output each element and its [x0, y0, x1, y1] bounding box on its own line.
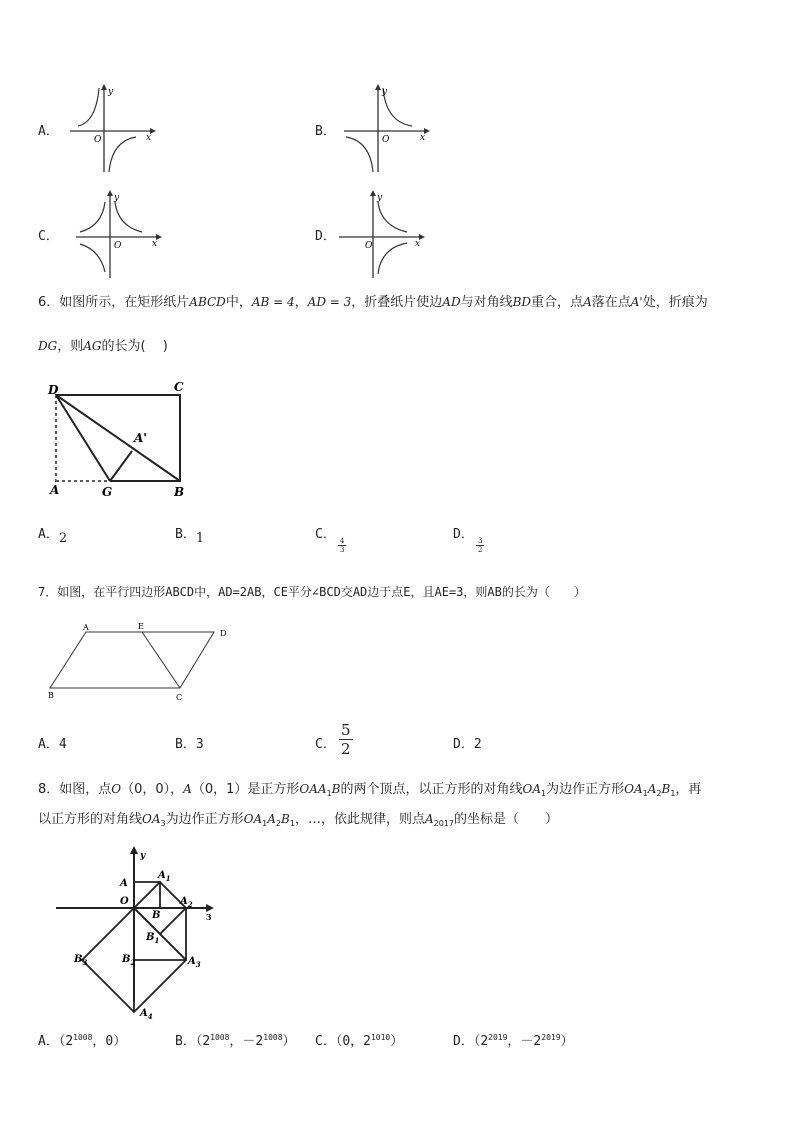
label-a3: $A_3$ [188, 956, 201, 969]
svg-text:O: O [382, 135, 390, 145]
label-b1: $B_1$ [146, 932, 160, 945]
label-c: C [176, 693, 183, 702]
option-label: B． [315, 124, 336, 139]
q6-figure [40, 378, 200, 500]
segment-ce [142, 632, 180, 688]
label-a1: $A_1$ [158, 870, 171, 883]
q6-option-d[interactable]: D． $\frac{3}{2}$ [453, 527, 483, 554]
label-a4: $A_4$ [140, 1008, 153, 1021]
svg-text:x: x [420, 133, 426, 143]
curve-q1 [383, 88, 412, 126]
svg-text:y: y [382, 87, 388, 97]
q5-graph-b [340, 84, 430, 174]
label-x: 3 [206, 912, 212, 922]
q8-option-b[interactable]: B．（$2^{1008}$，$-2^{1008}$） [175, 1033, 296, 1049]
q6-option-b[interactable]: B．1 [175, 527, 205, 546]
option-label: D． [315, 229, 336, 244]
q7-text: 7．如图，在平行四边形ABCD中，AD=2AB，CE平分∠BCD交AD边于点E，且AE=3，则AB的长为（ ） [38, 585, 586, 599]
svg-text:O: O [365, 241, 373, 251]
q7-option-d[interactable]: D．2 [453, 737, 482, 752]
parallelogram-abcd [50, 632, 214, 688]
label-b: B [48, 691, 54, 700]
q8-figure [56, 846, 226, 1022]
q7-figure [44, 620, 234, 706]
q6-line-2: DG，则AG的长为( ) [38, 339, 168, 354]
q5-graph-d [335, 190, 425, 280]
svg-text:O: O [114, 241, 122, 251]
q8-option-c[interactable]: C．（0，$2^{1010}$） [315, 1033, 404, 1049]
label-a2: $A_2$ [180, 896, 193, 909]
q5-graph-c [72, 190, 162, 280]
fraction: $\frac{5}{2}$ [341, 721, 351, 758]
fraction: $\frac{3}{2}$ [478, 537, 483, 554]
q8-line-2: 以正方形的对角线$OA_3$为边作正方形$OA_1A_2B_1$，…，依此规律，则点$A_{2017}$的坐标是（ ） [38, 812, 558, 828]
q8-option-d[interactable]: D．（$2^{2019}$，$-2^{2019}$） [453, 1033, 574, 1049]
label-b2: $B_2$ [122, 954, 136, 967]
label-a: A [50, 483, 60, 497]
q8-option-a[interactable]: A．（$2^{1008}$，0） [38, 1033, 127, 1049]
option-label: C． [38, 229, 59, 244]
option-label: A． [38, 124, 59, 139]
label-d: D [48, 383, 59, 397]
fraction: $\frac{4}{3}$ [340, 537, 345, 554]
q7-option-a[interactable]: A．4 [38, 737, 67, 752]
q7-option-b[interactable]: B．3 [175, 737, 204, 752]
label-y: y [140, 851, 146, 861]
origin-label: O [94, 135, 102, 145]
svg-text:y: y [377, 193, 383, 203]
q6-option-a[interactable]: A．2 [38, 527, 68, 546]
label-o: O [120, 896, 129, 907]
label-d: D [220, 629, 227, 638]
curve-q3 [346, 137, 373, 172]
label-e: E [138, 622, 144, 631]
x-label: x [146, 133, 152, 143]
curve-q4 [109, 137, 136, 172]
svg-text:x: x [152, 239, 158, 249]
diagonal-bd [56, 395, 180, 481]
svg-text:y: y [114, 193, 120, 203]
label-a: A [83, 623, 89, 632]
y-label: y [108, 87, 114, 97]
q6-option-c[interactable]: C． $\frac{4}{3}$ [315, 527, 345, 554]
q6-line-1: 6．如图所示，在矩形纸片ABCD中，AB = 4，AD = 3，折叠纸片使边AD与对角线BD重合，点A落在点A'处，折痕为 [38, 295, 708, 310]
label-b: B [152, 910, 161, 921]
curve-q2 [78, 88, 99, 126]
svg-text:x: x [415, 239, 421, 249]
fold-dg [56, 395, 110, 481]
segment-ga1 [110, 451, 132, 481]
label-b3: $B_3$ [74, 954, 88, 967]
label-a-prime: A' [134, 431, 147, 445]
label-a: A [120, 878, 128, 889]
label-b: B [174, 485, 185, 499]
q8-line-1: 8．如图，点O（0，0），A（0，1）是正方形$OAA_1B$的两个顶点，以正方形的对角线$OA_1$为边作正方形$OA_1A_2B_1$，再 [38, 782, 702, 798]
q5-graph-a [66, 84, 156, 174]
label-g: G [102, 485, 113, 499]
label-c: C [174, 380, 184, 394]
q7-option-c[interactable]: C． $\frac{5}{2}$ [315, 721, 351, 758]
